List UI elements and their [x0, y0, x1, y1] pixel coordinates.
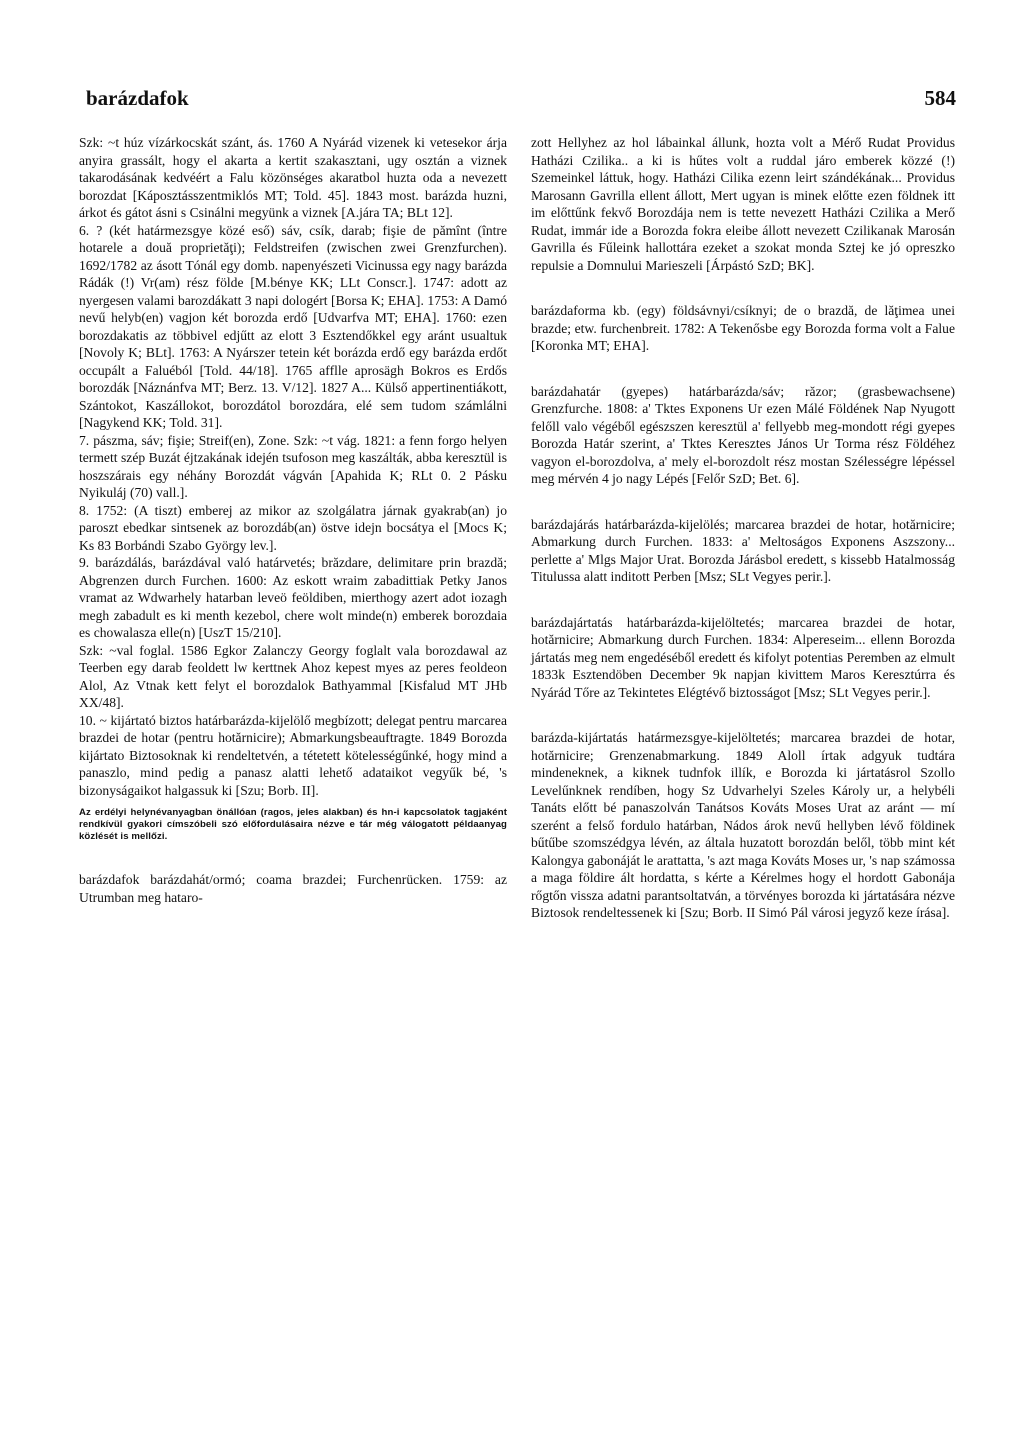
entry-paragraph: 8. 1752: (A tiszt) emberej az mikor az szolgálatra járnak gyakrab(an) jo paroszt ebedkar sintsenek az borozdáb(an) östve idejn bocsátya el [Mocs K; Ks 83 Borbándi Szabo György lev.]. — [79, 502, 507, 553]
headword-entry: barázdaforma kb. (egy) földsávnyi/csíknyi; de o brazdă, de lăţimea unei brazde; etw. furchenbreit. 1782: A Tekenősbe egy Borozda forma volt a Falue [Koronka MT; EHA]. — [531, 303, 955, 353]
page-header — [86, 86, 956, 116]
headword-entry: barázda-kijártatás határmezsgye-kijelöltetés; marcarea brazdei de hotar, hotărnicire; Grenzenabmarkung. 1849 Aloll írtak adgyuk tudtára mindeneknek, a kiknek tudnfok illík, e Borozda ki jártatásrol Szollo Levelűnknek rendíben, hogy Sz Udvarhelyi Szeles Károly ur, a helybéli Tanáts előtt bé panaszolván Tanátsos Kováts Moses Urat az aránt — mí szerént a felső fordulo határban, Nádos árok nevű hellyben lévő földinek bűtűbe szomszédgya lévén, az általa huzatott borozdán belől, több mint két Kalongya gabonáját le arattatta, 's azt maga Kováts Moses ur, 's nap számossa a maga földire ált hordatta, s kérte a Kérelmes hogy el hordott Gabonája rőgtőn vissza adatni parantsoltatván, a törvényes borozda ki jártatására nézve Biztosok rendeltessenek ki [Szu; Borb. II Simó Pál városi jegyző keze írása]. — [531, 730, 955, 920]
entry-paragraph: zott Hellyhez az hol lábainkal állunk, hozta volt a Mérő Rudat Providus Hatházi Czilika.. a ki is hűtes volt a ruddal járo emberek közzé (!) Szemeinkel láttuk, hogy. Hatházi Cilika ezenn leirt szándékának... Providus Marosann Gavrilla ellent állott, Mert ugyan is minek előtte ezen földnek itt im előttűnk fekvő Borozdája nem is tette nevezett Hatházi Czilika a Merő Rudat, immár ide a Borozda fokra eleibe állott nevezett Czilikanak Marosán Gavrilla és Fűleink hallottára ezeket a szokat monda Sztej ke jó opreszko repulsie a Domnului Marieszeli [Árpástó SzD; BK]. — [531, 135, 955, 273]
entry-paragraph: 7. pászma, sáv; fişie; Streif(en), Zone. Szk: ~t vág. 1821: a fenn forgo helyen termett szép Buzát éjtzakának idején tsufoson meg kaszálták, abba keresztül is hoszszárais egy néhány Borozdát vágván [Apahida K; RLt 0. 2 Pásku Nyikuláj (70) vall.]. — [79, 432, 507, 500]
running-head: barázdafok — [86, 86, 189, 110]
entry-paragraph: Szk: ~val foglal. 1586 Egkor Zalanczy Georgy foglalt vala borozdawal az Teerben egy darab feoldett lw kerttnek Ahoz kepest myes az peres feoldeon Alol, Az Vtnak kett felyt el borozdalok Bathyammal [Kisfalud MT JHb XX/48]. — [79, 642, 507, 710]
headword-entry: barázdahatár (gyepes) határbarázda/sáv; răzor; (grasbewachsene) Grenzfurche. 1808: a' Tktes Exponens Ur ezen Málé Földének Nap Nyugott felőll valo végéből egészszen keresztül a' fellyebb meg-mondott régi gyepes Borozda Határ szerint, a' Tktes Keresztes János Ur Torma rész Földéhez vagyon el-borozdolva, a' mely el-borozdolt rész mostan Szélességre lépéssel meg mérvén 4 jo nagy Lépés [Felőr SzD; Bet. 6]. — [531, 383, 955, 486]
headword-entry: barázdajárás határbarázda-kijelölés; marcarea brazdei de hotar, hotărnicire; Abmarkung durch Furchen. 1833: a' Meltoságos Exponens Aszszony... perlette a' Mlgs Major Urat. Borozda Járásbol eredett, s kissebb Hatalmosság Titulussa alatt inditott Perben [Msz; SLt Vegyes perir.]. — [531, 516, 955, 584]
headword-entry: barázdafok barázdahát/ormó; coama brazdei; Furchenrücken. 1759: az Utrumban meg hataro- — [79, 872, 507, 905]
entry-paragraph: Szk: ~t húz vízárkocskát szánt, ás. 1760 A Nyárád vizenek ki vetesekor árja anyira grassált, hogy el akarta a kertit szakasztani, ugy osztán a viznek takarodásának kedvéért a Falu közönséges akaratbol huzta oda a nevezett borozdat [Káposztásszentmiklós MT; Told. 45]. 1843 most. barázda huzni, árkot és gátot ásni s Csinálni megyünk a viznek [A.jára TA; BLt 12]. — [79, 135, 507, 220]
editorial-note: Az erdélyi helynévanyagban önállóan (ragos, jeles alakban) és hn-i kapcsolatok tagjaként rendkívül gyakori címszóbeli szó előfordulásaira nézve e tár még válogatott példaanyag közlését is mellőzi. — [79, 807, 507, 842]
right-column — [531, 134, 955, 922]
left-column — [79, 134, 507, 906]
entry-paragraph: 9. barázdálás, barázdával való határvetés; brăzdare, delimitare prin brazdă; Abgrenzen durch Furchen. 1600: Az eskott wraim zabadittiak Petky Janos vramat az Wdwarhely hatarban leveö feöldiben, mierthogy azert adot iozagh megh zabadult es ki menth kezebol, chere wolt minde(n) emberek borozdaia es chowalasza elle(n) [UszT 15/210]. — [79, 555, 507, 640]
entry-paragraph: 6. ? (két határmezsgye közé eső) sáv, csík, darab; fişie de pămînt (între hotarele a două proprietăţi); Feldstreifen (zwischen zwei Grenzfurchen). 1692/1782 az ásott Tónál egy domb. napenyészeti Vicinussa egy nagy barázda Rádák (!) Vr(am) rész földe [M.bénye KK; LLt Conscr.]. 1747: adott az nyergesen valami barozdákatt 3 napi dologért [Borsa K; EHA]. 1753: A Damó nevű helyb(en) vagjon két borozda erdő [Udvarfva MT; EHA]. 1760: ezen borozdakatis az többivel edjűtt az elott 3 Esztendőkkel egy aránt usualtuk [Novoly K; BLt]. 1763: A Nyárszer tetein két borázda erdő egy barázda erdőt occupált a Faluéból [Told. 44/18]. 1765 afflle aprosägh Bokros es Erdős borozdák [Náznánfva MT; Berz. 13. V/12]. 1827 A... Külső appertinentiákott, Szántokot, Kaszállokot, borozdátol borozdára, elé sem tudom számlálni [Nagykend KK; Told. 31]. — [79, 222, 507, 430]
page-number: 584 — [924, 86, 956, 110]
entry-paragraph: 10. ~ kijártató biztos határbarázda-kijelölő megbízott; delegat pentru marcarea brazdei de hotar (pentru hotărnicire); Abmarkungsbeauftragte. 1849 Borozda kijártato Biztosoknak ki rendeltetvén, a tétetett kötelességűnké, hogy mind a panaszlo, mind pedig a panasz alatti lehető adataikot vegyűk bé, 's bizonyságaikot halgassuk ki [Szu; Borb. II]. — [79, 712, 507, 798]
headword-entry: barázdajártatás határbarázda-kijelöltetés; marcarea brazdei de hotar, hotărnicire; Abmarkung durch Furchen. 1834: Alpereseim... ellenn Borozda jártatás meg nem engedéséből eredett és kifolyt potentias Peremben az elmult 1833k Esztendöben December 9k napjan kivittem Maros Keresztúrra és Nyárád Tőre az Tekintetes Elégtévő biztosságot [Msz; SLt Vegyes perir.]. — [531, 614, 955, 700]
